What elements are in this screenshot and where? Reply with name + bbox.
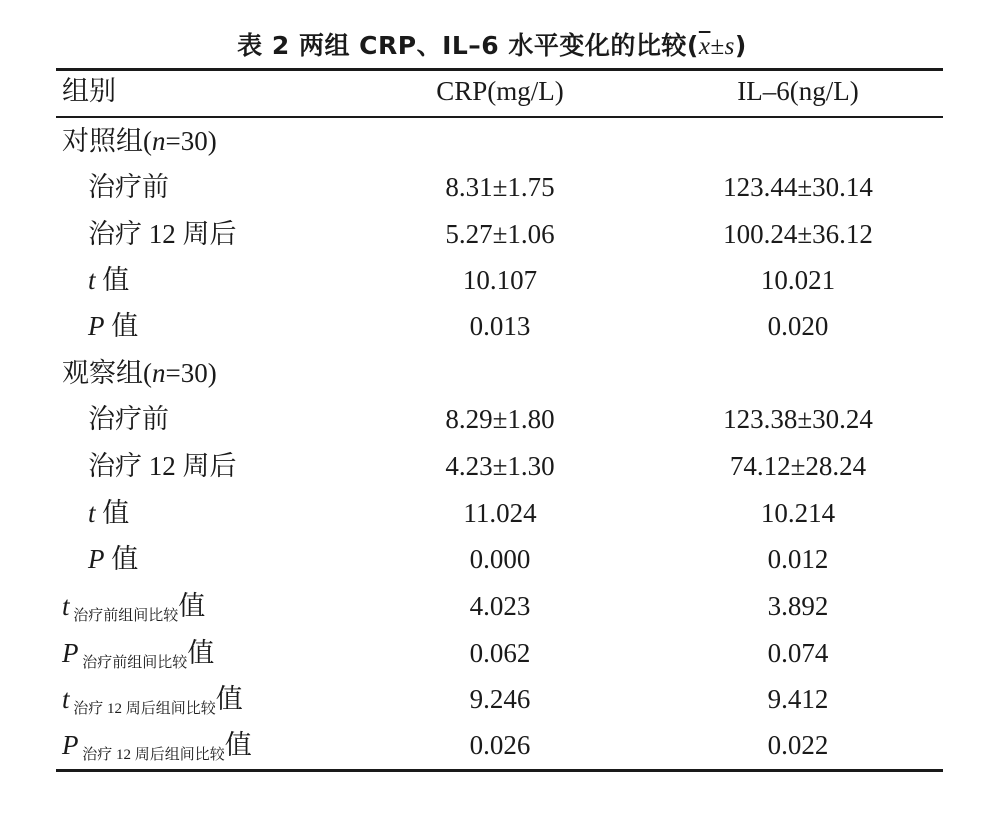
table-row: t 值 11.024 10.214: [88, 498, 836, 528]
table-row: P $_{治疗 12 周后组间比较}$值 0.026 0.022: [62, 730, 829, 763]
table-row: 治疗前 8.29±1.80 123.38±30.24: [88, 404, 873, 434]
table-title: 表 2 两组 CRP、IL–6 水平变化的比较$(\overline{x}\pm s)$: [237, 31, 747, 60]
header-crp: CRP(mg/L): [436, 76, 564, 106]
bottom-rule: [56, 769, 943, 772]
control-group-label: 对照组(n=30): [62, 126, 217, 156]
table-row: 治疗前 8.31±1.75 123.44±30.14: [88, 172, 873, 202]
table-row: t $_{治疗 12 周后组间比较}$值 9.246 9.412: [62, 684, 829, 717]
header-group: 组别: [62, 76, 116, 106]
table-row: 治疗 12 周后 5.27±1.06 100.24±36.12: [88, 219, 873, 249]
table-row: P 值 0.013 0.020: [88, 311, 829, 341]
table-row: P 值 0.000 0.012: [88, 544, 829, 574]
control-group-row: [56, 118, 943, 164]
header-il6: IL–6(ng/L): [737, 76, 859, 106]
table-row: P $_{治疗前组间比较}$值 0.062 0.074: [62, 638, 829, 671]
table-row: t 值 10.107 10.021: [88, 265, 836, 295]
table-row: 治疗 12 周后 4.23±1.30 74.12±28.24: [88, 451, 867, 481]
observation-group-row: [56, 350, 943, 396]
header-row: [56, 68, 943, 114]
table-row: t $_{治疗前组间比较}$值 4.023 3.892: [62, 591, 829, 624]
observation-group-label: 观察组(n=30): [62, 358, 217, 388]
